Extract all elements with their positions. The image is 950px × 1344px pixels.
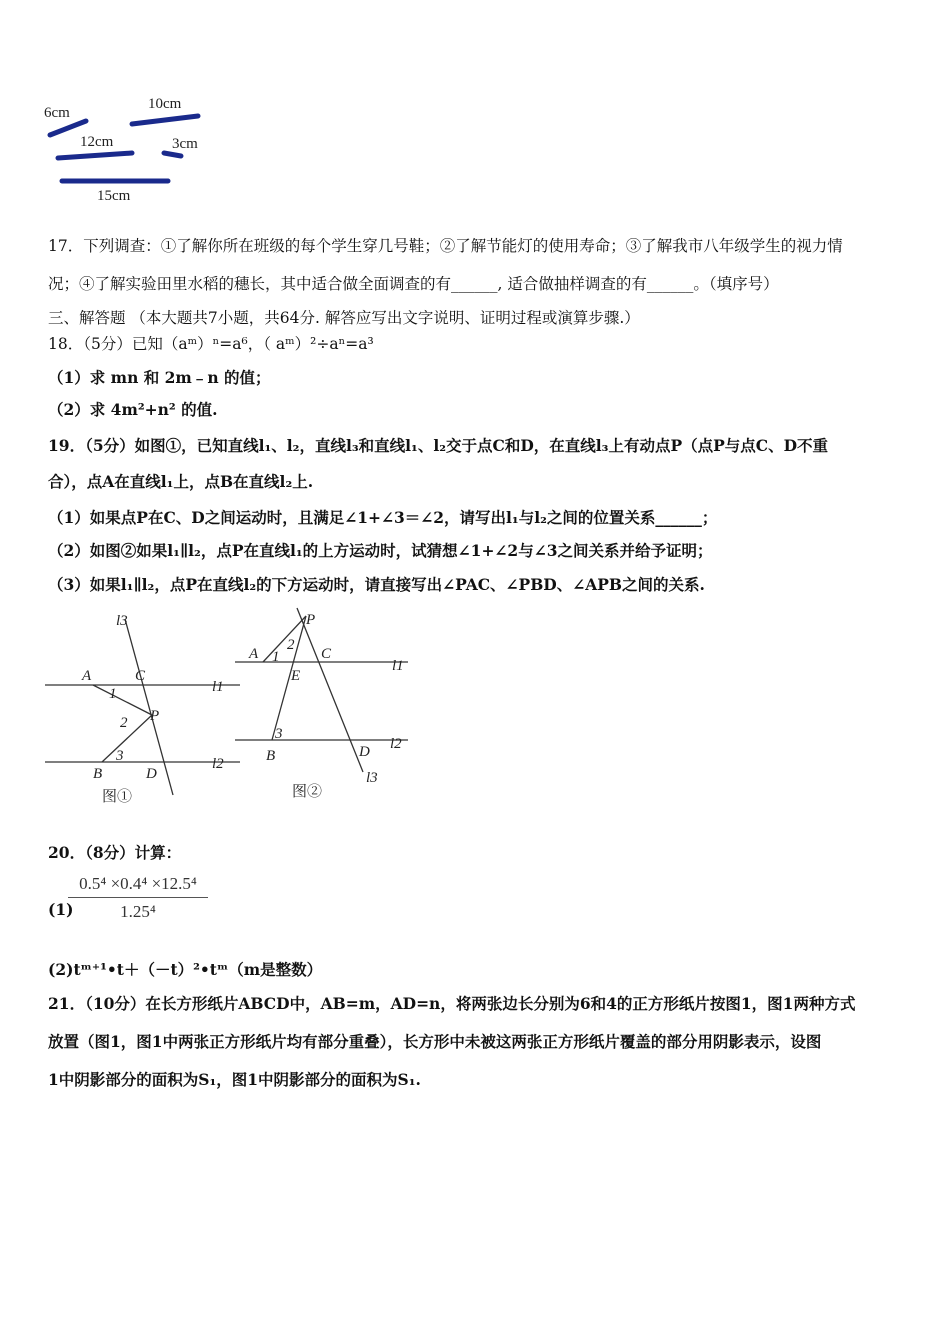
- q20-fraction: [68, 874, 208, 922]
- fig2-label-l3: l3: [366, 770, 378, 786]
- q17-line2: 况；④了解实验田里水稻的穗长，其中适合做全面调查的有______, 适合做抽样调查的有______。（填序号）: [48, 275, 779, 293]
- q20-stem: 20．（8分）计算：: [48, 843, 182, 862]
- q19-line2: 合），点A在直线l₁上，点B在直线l₂上.: [48, 472, 314, 491]
- q20-fraction-denominator: 1.25⁴: [120, 902, 156, 921]
- segment-label-12cm: 12cm: [80, 134, 114, 150]
- q21-line1: 21．（10分）在长方形纸片ABCD中，AB=m，AD=n，将两张边长分别为6和4的正方形纸片按图1，图1两种方式: [48, 994, 856, 1013]
- segment-10cm: [132, 116, 198, 124]
- fig1-segment-AP: [93, 685, 152, 715]
- segment-label-3cm: 3cm: [172, 136, 198, 152]
- q21-line2: 放置（图1，图1中两张正方形纸片均有部分重叠），长方形中未被这两张正方形纸片覆盖的部分用阴影表示，设图: [48, 1032, 822, 1051]
- fig1-label-P: P: [150, 708, 160, 724]
- fig1-label-C: C: [135, 668, 146, 684]
- fig1-label-angle3: 3: [116, 748, 124, 764]
- q19-part2: （2）如图②如果l₁∥l₂，点P在直线l₁的上方运动时，试猜想∠1+∠2与∠3之间关系并给予证明；: [48, 541, 713, 560]
- fig2-label-D: D: [359, 744, 370, 760]
- q18-stem: 18．（5分）已知（aᵐ）ⁿ=a⁶，（ aᵐ）²÷aⁿ=a³: [48, 335, 374, 353]
- fig2-label-E: E: [291, 668, 301, 684]
- q20-part2: (2)tᵐ⁺¹•t＋（－t）²•tᵐ（m是整数）: [48, 960, 323, 979]
- q19-part1: （1）如果点P在C、D之间运动时，且满足∠1+∠3＝∠2，请写出l₁与l₂之间的位置关系______；: [48, 508, 718, 527]
- fig1-label-angle1: 1: [109, 686, 117, 702]
- fig2-label-C: C: [321, 646, 332, 662]
- segment-12cm: [58, 153, 132, 158]
- figure-2: [230, 600, 410, 810]
- fig2-caption: 图②: [292, 784, 323, 800]
- segment-6cm: [50, 121, 86, 135]
- q20-part1-label: (1): [48, 900, 74, 919]
- fig1-label-D: D: [146, 766, 157, 782]
- fig2-label-B: B: [266, 748, 276, 764]
- segment-label-15cm: 15cm: [97, 188, 131, 204]
- fig2-label-l1: l1: [392, 658, 404, 674]
- q18-part1: （1）求 mn 和 2m﹣n 的值；: [48, 368, 271, 387]
- q20-fraction-numerator: 0.5⁴ ×0.4⁴ ×12.5⁴: [79, 874, 197, 893]
- segment-3cm: [164, 153, 181, 156]
- section3-header: 三、解答题 （本大题共7小题，共64分. 解答应写出文字说明、证明过程或演算步骤.）: [48, 309, 640, 327]
- fig2-line-l3: [297, 608, 363, 772]
- segment-label-6cm: 6cm: [44, 105, 70, 121]
- figure-1: [40, 605, 240, 815]
- fig1-label-l1: l1: [212, 679, 224, 695]
- fig1-caption: 图①: [102, 789, 133, 805]
- q20-fraction-bar: [68, 897, 208, 898]
- fig2-label-angle3: 3: [275, 726, 283, 742]
- q19-part3: （3）如果l₁∥l₂，点P在直线l₂的下方运动时，请直接写出∠PAC、∠PBD、∠APB之间的关系.: [48, 575, 705, 594]
- fig1-label-l3: l3: [116, 613, 128, 629]
- fig2-label-A: A: [249, 646, 259, 662]
- fig2-label-l2: l2: [390, 736, 402, 752]
- fig1-label-angle2: 2: [120, 715, 128, 731]
- q19-line1: 19．（5分）如图①，已知直线l₁、l₂，直线l₃和直线l₁、l₂交于点C和D，在直线l₃上有动点P（点P与点C、D不重: [48, 436, 829, 455]
- fig2-label-angle1: 1: [272, 649, 280, 665]
- fig1-label-l2: l2: [212, 756, 224, 772]
- q17-line1: 17．下列调查：①了解你所在班级的每个学生穿几号鞋；②了解节能灯的使用寿命；③了解我市八年级学生的视力情: [48, 237, 843, 255]
- q18-part2: （2）求 4m²+n² 的值.: [48, 400, 218, 419]
- fig1-label-B: B: [93, 766, 103, 782]
- q21-line3: 1中阴影部分的面积为S₁，图1中阴影部分的面积为S₁.: [48, 1070, 421, 1089]
- fig1-label-A: A: [82, 668, 92, 684]
- fig2-label-angle2: 2: [287, 637, 295, 653]
- fig2-label-P: P: [306, 612, 316, 628]
- segment-label-10cm: 10cm: [148, 96, 182, 112]
